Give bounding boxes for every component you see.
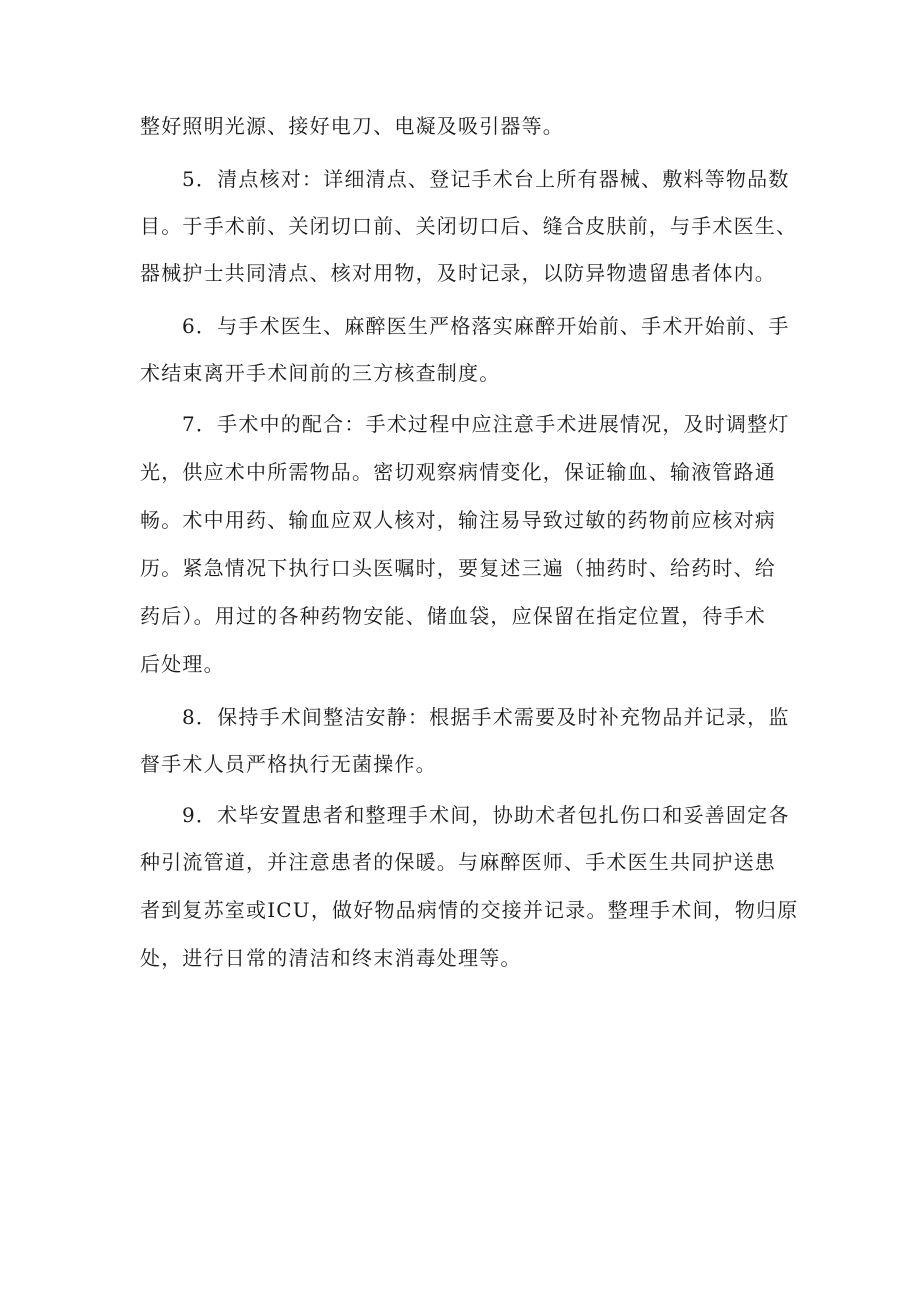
item-5-heading-line: 5．清点核对：详细清点、登记手术台上所有器械、敷料等物品数: [182, 167, 790, 191]
item-7-heading-line: 7．手术中的配合：手术过程中应注意手术进展情况，及时调整灯: [182, 412, 790, 436]
text-line: 历。紧急情况下执行口头医嘱时，要复述三遍（抽药时、给药时、给: [140, 556, 776, 580]
item-9-heading-line: 9．术毕安置患者和整理手术间，协助术者包扎伤口和妥善固定各: [182, 803, 790, 827]
text-line: 种引流管道，并注意患者的保暖。与麻醉医师、手术医生共同护送患: [140, 850, 776, 874]
text-line: 督手术人员严格执行无菌操作。: [140, 752, 437, 776]
item-8-heading-line: 8．保持手术间整洁安静：根据手术需要及时补充物品并记录，监: [182, 705, 790, 729]
text-line: 后处理。: [140, 652, 225, 676]
text-line: 整好照明光源、接好电刀、电凝及吸引器等。: [140, 114, 564, 138]
item-6-heading-line: 6．与手术医生、麻醉医生严格落实麻醉开始前、手术开始前、手: [182, 314, 790, 338]
text-line: 术结束离开手术间前的三方核查制度。: [140, 361, 501, 385]
text-line: 药后）。用过的各种药物安能、储血袋，应保留在指定位置，待手术: [140, 604, 766, 628]
text-line: 者到复苏室或ICU，做好物品病情的交接并记录。整理手术间，物归原: [140, 898, 799, 922]
text-line: 处，进行日常的清洁和终末消毒处理等。: [140, 946, 522, 970]
text-line: 光，供应术中所需物品。密切观察病情变化，保证输血、输液管路通: [140, 460, 776, 484]
text-line: 目。于手术前、关闭切口前、关闭切口后、缝合皮肤前，与手术医生、: [140, 214, 798, 238]
text-line: 器械护士共同清点、核对用物，及时记录，以防异物遗留患者体内。: [140, 261, 776, 285]
text-line: 畅。术中用药、输血应双人核对，输注易导致过敏的药物前应核对病: [140, 508, 776, 532]
